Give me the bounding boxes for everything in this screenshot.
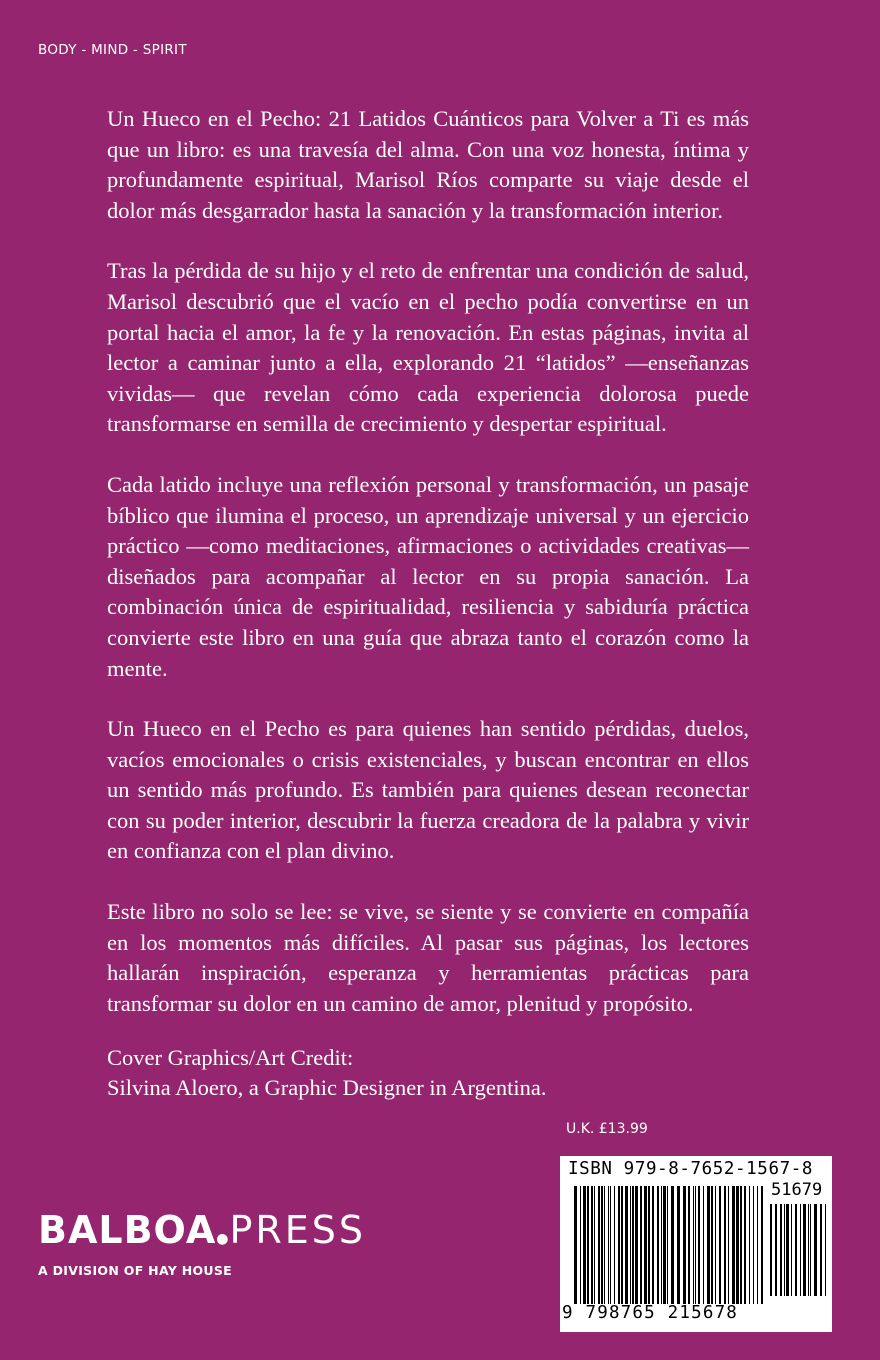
barcode-bar	[583, 1186, 586, 1304]
barcode-bar	[661, 1186, 662, 1304]
barcode-bar	[820, 1204, 822, 1296]
barcode-bar	[580, 1186, 581, 1304]
barcode-bar	[732, 1186, 735, 1304]
barcode-bar	[728, 1186, 729, 1304]
barcode-bar	[715, 1186, 716, 1304]
art-credit-title: Cover Graphics/Art Credit:	[107, 1045, 354, 1070]
barcode-bar	[775, 1204, 777, 1296]
barcode-bar	[608, 1186, 609, 1304]
barcode-bar	[604, 1186, 605, 1304]
publisher-name	[38, 1210, 366, 1259]
barcode-bar	[703, 1186, 704, 1304]
barcode-bar	[644, 1186, 647, 1304]
barcode-bar	[587, 1186, 589, 1304]
barcode-bar	[677, 1186, 680, 1304]
isbn-text: ISBN 979-8-7652-1567-8	[568, 1159, 813, 1179]
barcode-bar	[630, 1186, 631, 1304]
barcode-bar	[657, 1186, 659, 1304]
publisher-dot-icon: ●	[216, 1231, 230, 1247]
barcode-bar	[671, 1186, 674, 1304]
publisher-name-light: PRESS	[229, 1208, 367, 1252]
barcode-bar	[749, 1186, 750, 1304]
barcode-bar	[574, 1186, 577, 1304]
barcode-bar	[625, 1186, 628, 1304]
barcode-bar	[652, 1186, 654, 1304]
barcode-bar	[736, 1186, 739, 1304]
barcode-addon-digits: 51679	[771, 1180, 823, 1200]
barcode-main-bars	[574, 1186, 766, 1306]
barcode-bar	[719, 1186, 721, 1304]
barcode-bar	[770, 1204, 772, 1296]
barcode-bar	[724, 1186, 726, 1304]
barcode-bar	[648, 1186, 650, 1304]
barcode-bar	[601, 1186, 603, 1304]
barcode-bar	[784, 1204, 785, 1296]
barcode-bar	[791, 1204, 792, 1296]
barcode-bar	[795, 1204, 797, 1296]
isbn-barcode	[560, 1156, 832, 1332]
barcode-bar	[640, 1186, 642, 1304]
category-label: BODY - MIND - SPIRIT	[38, 42, 187, 58]
barcode-bar	[808, 1204, 809, 1296]
barcode-bar	[800, 1204, 801, 1296]
art-credit	[107, 1043, 749, 1103]
barcode-bar	[683, 1186, 686, 1304]
barcode-bar	[707, 1186, 710, 1304]
blurb-paragraph: Tras la pérdida de su hijo y el reto de enfrentar una condición de salud, Marisol descubrió que el vacío en el pecho podía convertirse en un portal hacia el amor, la fe y la renovación. En estas páginas, invita al lector a caminar junto a ella, explorando 21 “latidos” —enseñanzas vividas— que revelan cómo cada experiencia dolorosa puede transformarse en semilla de crecimiento y despertar espiritual.	[107, 258, 749, 437]
barcode-bar	[761, 1186, 763, 1304]
price-label: U.K. £13.99	[566, 1121, 648, 1137]
barcode-bar	[825, 1204, 826, 1296]
barcode-bar	[598, 1186, 600, 1304]
art-credit-name: Silvina Aloero, a Graphic Designer in Argentina.	[107, 1075, 547, 1100]
publisher-logo	[38, 1210, 366, 1278]
barcode-addon-bars	[770, 1204, 826, 1296]
blurb-paragraph: Cada latido incluye una reflexión personal y transformación, un pasaje bíblico que ilumina el proceso, un aprendizaje universal y un ejercicio práctico —como meditaciones, afirmaciones o actividades creativas— diseñados para acompañar al lector en su propia sanación. La combinación única de espiritualidad, resiliencia y sabiduría práctica convierte este libro en una guía que abraza tanto el corazón como la mente.	[107, 471, 749, 681]
barcode-bar	[803, 1204, 806, 1296]
barcode-bar	[621, 1186, 623, 1304]
barcode-bar	[591, 1186, 593, 1304]
blurb-paragraph: Un Hueco en el Pecho es para quienes han sentido pérdidas, duelos, vacíos emocionales o crisis existenciales, y buscan encontrar en ellos un sentido más profundo. Es también para quienes desean reconectar con su poder interior, descubrir la fuerza creadora de la palabra y vivir en confianza con el plan divino.	[107, 716, 749, 864]
barcode-bar	[810, 1204, 811, 1296]
barcode-bar	[667, 1186, 668, 1304]
back-cover-blurb	[107, 104, 749, 1049]
barcode-bar	[711, 1186, 713, 1304]
publisher-subtitle: A DIVISION OF HAY HOUSE	[38, 1263, 233, 1278]
publisher-name-bold: BALBOA	[38, 1208, 217, 1252]
barcode-bar	[814, 1204, 817, 1296]
blurb-paragraph: Este libro no solo se lee: se vive, se siente y se convierte en compañía en los momentos más difíciles. Al pasar sus páginas, los lectores hallarán inspiración, esperanza y herramientas prácticas para transformar su dolor en un camino de amor, plenitud y propósito.	[107, 899, 749, 1016]
barcode-bar	[695, 1186, 696, 1304]
barcode-bar	[594, 1186, 595, 1304]
barcode-bar	[614, 1186, 615, 1304]
barcode-bar	[618, 1186, 620, 1304]
barcode-bar	[786, 1204, 789, 1296]
barcode-bar	[780, 1204, 782, 1296]
barcode-bar	[753, 1186, 754, 1304]
barcode-bar	[632, 1186, 634, 1304]
barcode-bar	[693, 1186, 694, 1304]
blurb-paragraph: Un Hueco en el Pecho: 21 Latidos Cuánticos para Volver a Ti es más que un libro: es una travesía del alma. Con una voz honesta, íntima y profundamente espiritual, Marisol Ríos comparte su viaje desde el dolor más desgarrador hasta la sanación y la transformación interior.	[107, 106, 749, 223]
barcode-bar	[744, 1186, 746, 1304]
barcode-bar	[635, 1186, 638, 1304]
barcode-bar	[663, 1186, 666, 1304]
barcode-bar	[688, 1186, 690, 1304]
barcode-bar	[757, 1186, 758, 1304]
barcode-bar	[740, 1186, 742, 1304]
barcode-bar	[698, 1186, 700, 1304]
barcode-digits: 9 798765 215678	[562, 1303, 739, 1323]
barcode-bar	[610, 1186, 611, 1304]
